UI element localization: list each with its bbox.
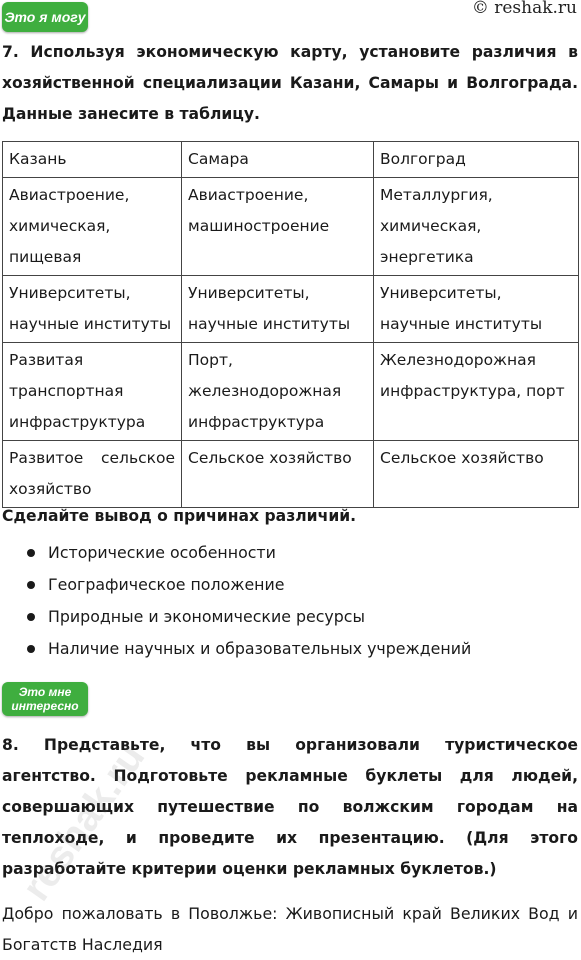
- diagonal-watermark: reshak.ru: [13, 735, 154, 909]
- table-cell: Развитая транспортная инфраструктура: [3, 343, 182, 441]
- list-item-text: Исторические особенности: [48, 543, 276, 562]
- reasons-list: [0, 537, 471, 665]
- bullet-icon: [27, 581, 35, 589]
- table-row: [3, 343, 579, 441]
- table-cell: Авиастроение, химическая, пищевая: [3, 178, 182, 276]
- conclusion-heading: Сделайте вывод о причинах различий.: [2, 507, 357, 525]
- list-item: [0, 601, 471, 633]
- task-8-text: 8. Представьте, что вы организовали туристическое агентство. Подготовьте рекламные буклеты для людей, совершающих путешествие по волжским городам на теплоходе, и проведите их презентацию. (Для этого разработайте критерии оценки рекламных буклетов.): [2, 736, 578, 878]
- list-item-text: Наличие научных и образовательных учреждений: [48, 639, 472, 658]
- table-header-row: [3, 142, 579, 178]
- specialization-table: [2, 141, 579, 508]
- table-cell: Металлургия, химическая, энергетика: [374, 178, 579, 276]
- list-item: [0, 633, 471, 665]
- bullet-icon: [27, 645, 35, 653]
- table-cell: Развитое сельское хозяйство: [3, 441, 182, 508]
- bullet-icon: [27, 549, 35, 557]
- table-row: [3, 276, 579, 343]
- table-cell: Сельское хозяйство: [182, 441, 374, 508]
- table-cell: Университеты, научные институты: [374, 276, 579, 343]
- table-cell: Порт, железнодорожная инфраструктура: [182, 343, 374, 441]
- list-item: [0, 537, 471, 569]
- table-cell: Железнодорожная инфраструктура, порт: [374, 343, 579, 441]
- interesting-badge: Это мне интересно: [2, 682, 88, 716]
- list-item-text: Природные и экономические ресурсы: [48, 607, 365, 626]
- table-cell: Университеты, научные институты: [3, 276, 182, 343]
- table-header-samara: Самара: [182, 142, 374, 178]
- table-header-kazan: Казань: [3, 142, 182, 178]
- table-cell: Сельское хозяйство: [374, 441, 579, 508]
- this-i-can-badge: Это я могу: [2, 2, 88, 32]
- table-header-volgograd: Волгоград: [374, 142, 579, 178]
- task-7-text: 7. Используя экономическую карту, установите различия в хозяйственной специализации Казани, Самары и Волгограда. Данные занесите в таблицу.: [2, 43, 578, 123]
- bullet-icon: [27, 613, 35, 621]
- list-item-text: Географическое положение: [48, 575, 285, 594]
- table-row: [3, 441, 579, 508]
- table-cell: Авиастроение, машиностроение: [182, 178, 374, 276]
- table-row: [3, 178, 579, 276]
- list-item: [0, 569, 471, 601]
- table-cell: Университеты, научные институты: [182, 276, 374, 343]
- answer-text: Добро пожаловать в Поволжье: Живописный край Великих Вод и Богатств Наследия: [2, 904, 578, 954]
- site-watermark: © reshak.ru: [471, 0, 577, 18]
